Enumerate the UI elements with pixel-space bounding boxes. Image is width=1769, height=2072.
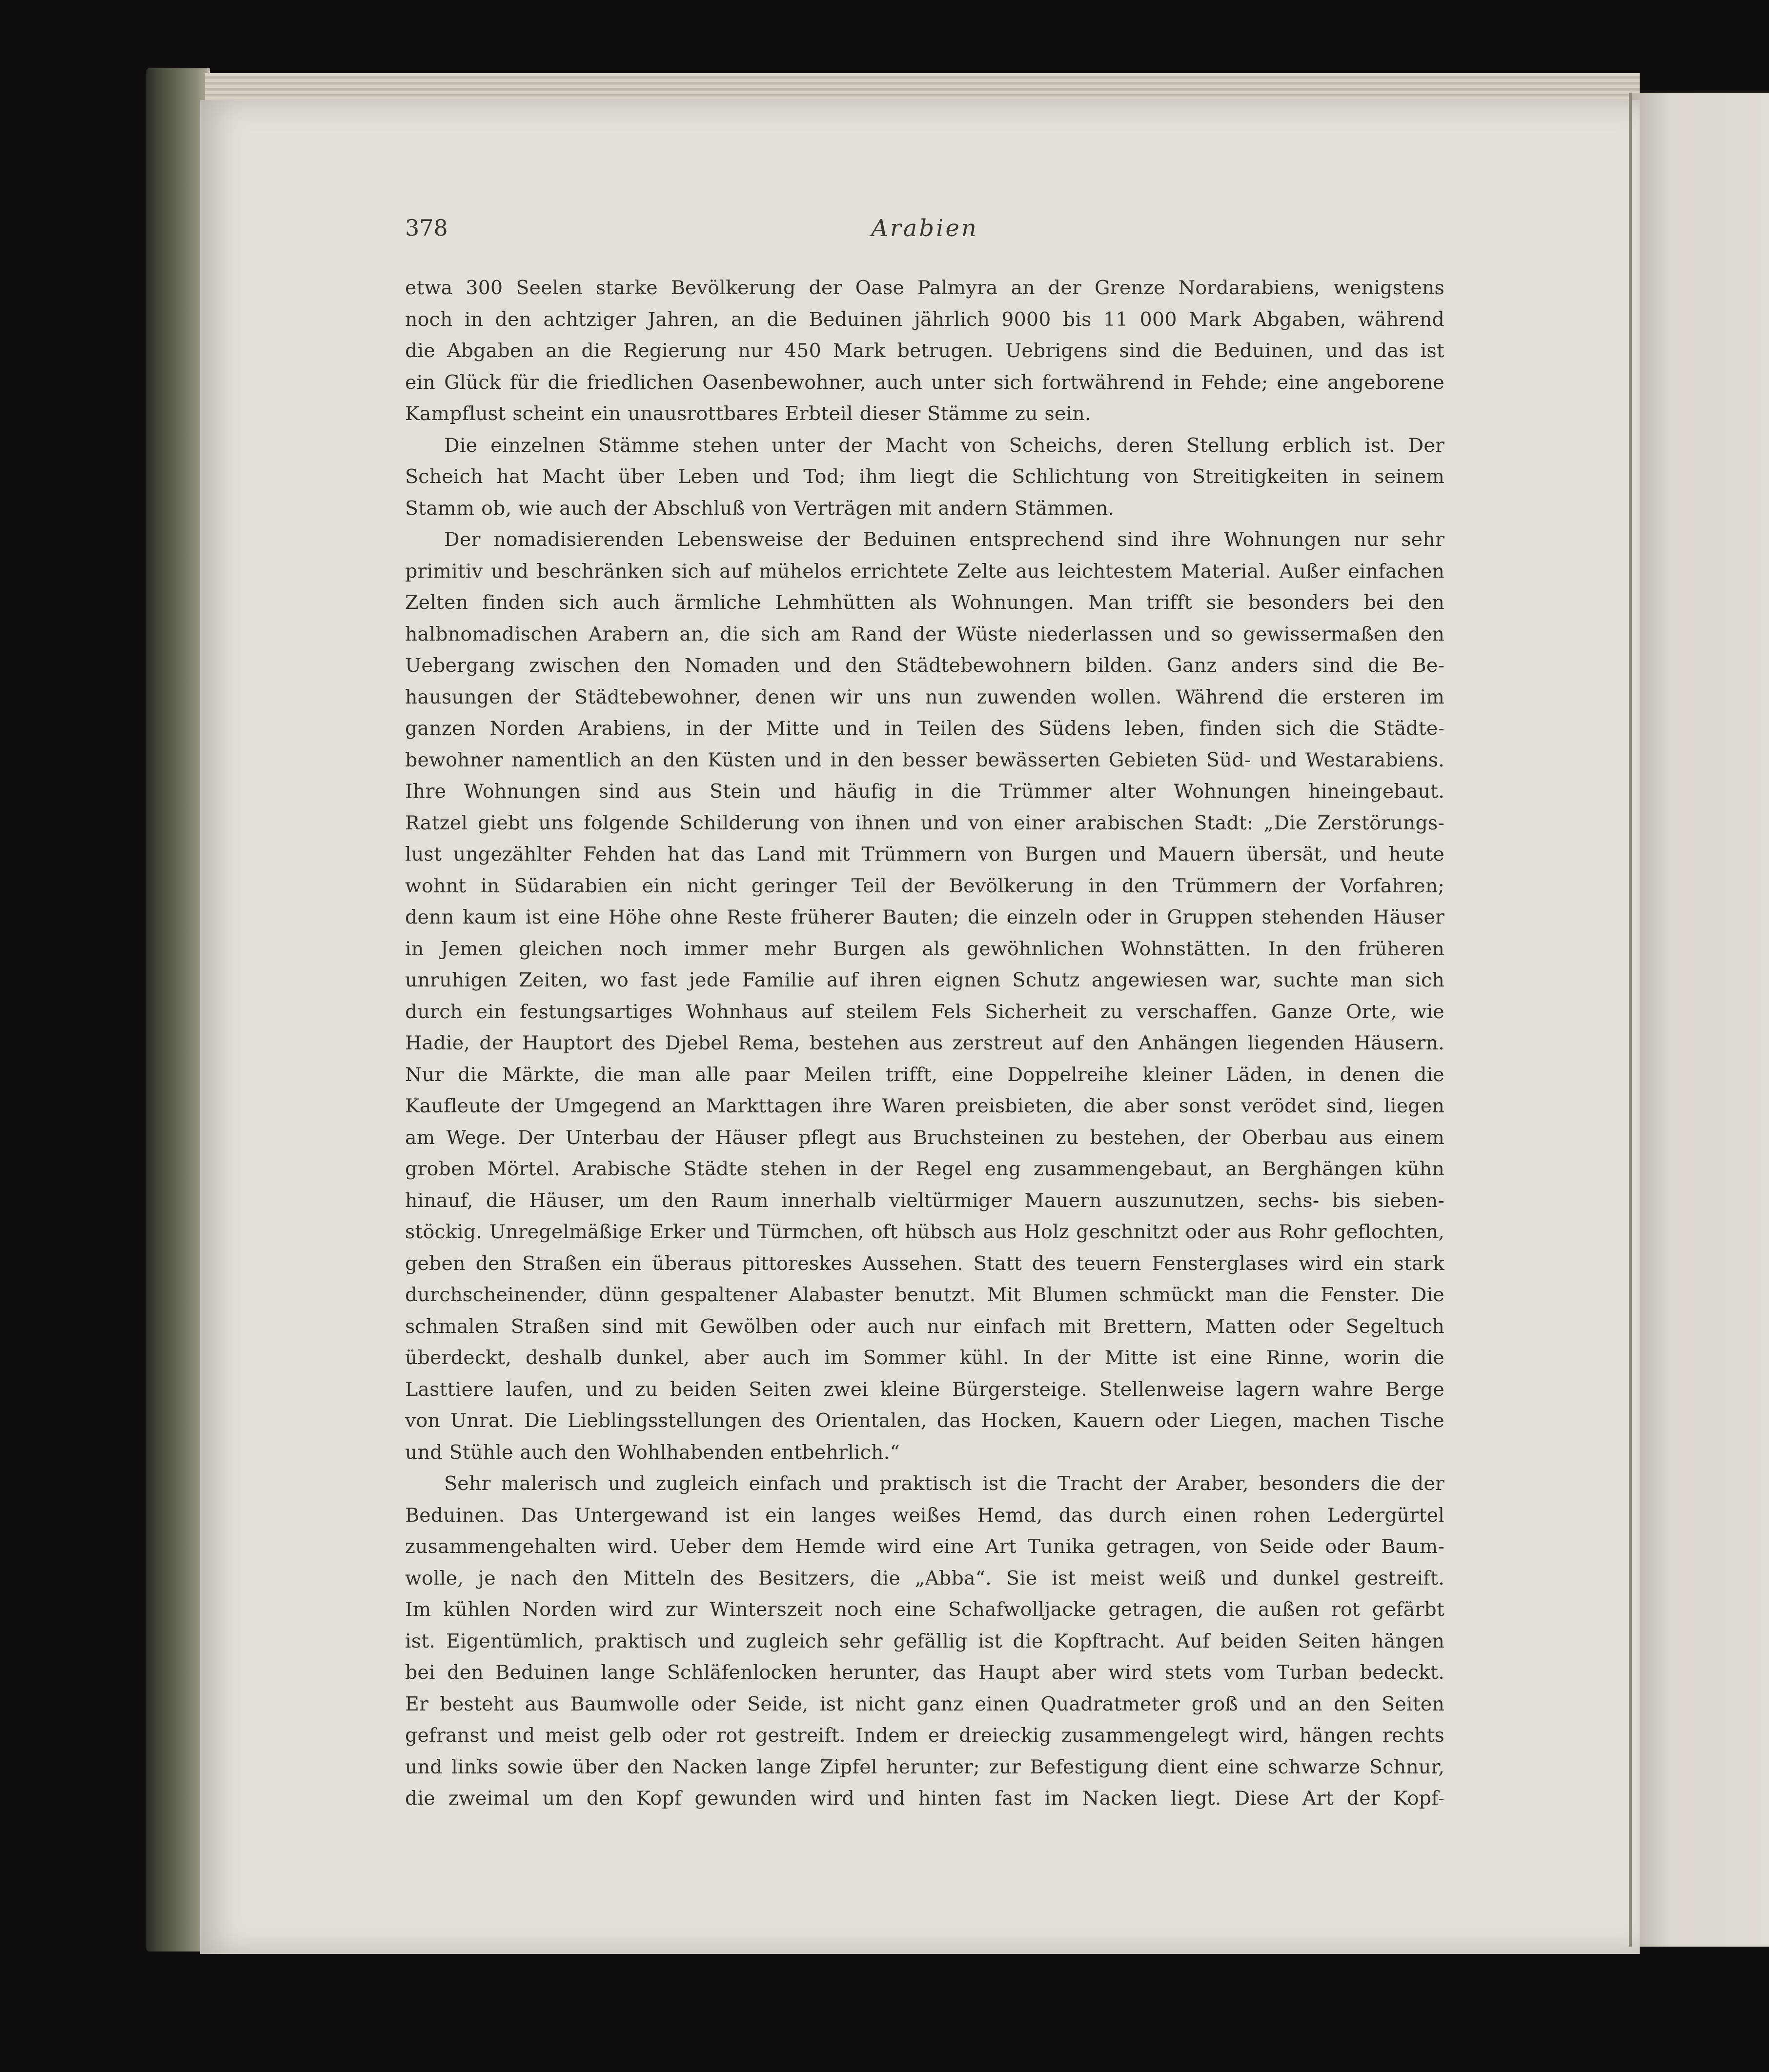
text-line: Der nomadisierenden Lebensweise der Beduinen entsprechend sind ihre Wohnungen nur sehr [444,528,1444,551]
page-header [405,215,1444,249]
running-head: Arabien [871,215,978,242]
text-line: Hadie, der Hauptort des Djebel Rema, bestehen aus zerstreut auf den Anhängen liegenden Häusern. [405,1032,1444,1054]
text-line: durch ein festungsartiges Wohnhaus auf steilem Fels Sicherheit zu verschaffen. Ganze Orte, wie [405,1000,1444,1023]
text-line: ganzen Norden Arabiens, in der Mitte und in Teilen des Südens leben, finden sich die Städte- [405,717,1444,740]
text-line: hinauf, die Häuser, um den Raum innerhalb vieltürmiger Mauern auszunutzen, sechs- bis sieben- [405,1189,1444,1212]
text-line: primitiv und beschränken sich auf mühelos errichtete Zelte aus leichtestem Material. Außer einfachen [405,560,1444,583]
text-line: am Wege. Der Unterbau der Häuser pflegt aus Bruchsteinen zu bestehen, der Oberbau aus einem [405,1126,1444,1149]
text-line: überdeckt, deshalb dunkel, aber auch im Sommer kühl. In der Mitte ist eine Rinne, worin die [405,1347,1444,1369]
text-line: Kampflust scheint ein unausrottbares Erbteil dieser Stämme zu sein. [405,402,1091,425]
text-line: halbnomadischen Arabern an, die sich am Rand der Wüste niederlassen und so gewissermaßen den [405,623,1444,645]
page-gutter [1629,93,1632,1947]
body-text [405,272,1444,1814]
text-line: und links sowie über den Nacken lange Zipfel herunter; zur Befestigung dient eine schwarze Schnur, [405,1755,1444,1778]
text-line: noch in den achtziger Jahren, an die Beduinen jährlich 9000 bis 11 000 Mark Abgaben, während [405,308,1444,331]
text-line: in Jemen gleichen noch immer mehr Burgen als gewöhnlichen Wohnstätten. In den früheren [405,937,1444,960]
text-line: Stamm ob, wie auch der Abschluß von Verträgen mit andern Stämmen. [405,497,1115,520]
text-line: ist. Eigentümlich, praktisch und zugleich sehr gefällig ist die Kopftracht. Auf beiden Seiten hängen [405,1629,1444,1652]
text-line: und Stühle auch den Wohlhabenden entbehrlich.“ [405,1441,900,1464]
text-line: wolle, je nach den Mitteln des Besitzers, die „Abba“. Sie ist meist weiß und dunkel gestreift. [405,1567,1444,1589]
text-line: denn kaum ist eine Höhe ohne Reste früherer Bauten; die einzeln oder in Gruppen stehenden Häuser [405,906,1444,928]
text-line: Scheich hat Macht über Leben und Tod; ihm liegt die Schlichtung von Streitigkeiten in seinem [405,465,1444,488]
text-line: bewohner namentlich an den Küsten und in den besser bewässerten Gebieten Süd- und Westarabiens. [405,748,1444,771]
text-line: von Unrat. Die Lieblingsstellungen des Orientalen, das Hocken, Kauern oder Liegen, machen Tische [405,1409,1444,1432]
text-line: Uebergang zwischen den Nomaden und den Städtebewohnern bilden. Ganz anders sind die Be- [405,654,1444,677]
text-line: stöckig. Unregelmäßige Erker und Türmchen, oft hübsch aus Holz geschnitzt oder aus Rohr geflochten, [405,1221,1444,1243]
text-line: lust ungezählter Fehden hat das Land mit Trümmern von Burgen und Mauern übersät, und heute [405,843,1444,865]
text-line: Lasttiere laufen, und zu beiden Seiten zwei kleine Bürgersteige. Stellenweise lagern wahre Berge [405,1378,1444,1401]
text-line: Beduinen. Das Untergewand ist ein langes weißes Hemd, das durch einen rohen Ledergürtel [405,1504,1444,1527]
text-line: ein Glück für die friedlichen Oasenbewohner, auch unter sich fortwährend in Fehde; eine angeborene [405,371,1444,394]
text-line: Er besteht aus Baumwolle oder Seide, ist nicht ganz einen Quadratmeter groß und an den Seiten [405,1692,1444,1715]
text-line: durchscheinender, dünn gespaltener Alabaster benutzt. Mit Blumen schmückt man die Fenster. Die [405,1284,1444,1306]
text-line: groben Mörtel. Arabische Städte stehen in der Regel eng zusammengebaut, an Berghängen kühn [405,1158,1444,1180]
text-line: etwa 300 Seelen starke Bevölkerung der Oase Palmyra an der Grenze Nordarabiens, wenigstens [405,277,1444,299]
text-line: geben den Straßen ein überaus pittoreskes Aussehen. Statt des teuern Fensterglases wird ein stark [405,1252,1444,1275]
text-line: gefranst und meist gelb oder rot gestreift. Indem er dreieckig zusammengelegt wird, hängen rechts [405,1724,1444,1747]
text-line: Im kühlen Norden wird zur Winterszeit noch eine Schafwolljacke getragen, die außen rot gefärbt [405,1598,1444,1621]
text-line: Nur die Märkte, die man alle paar Meilen trifft, eine Doppelreihe kleiner Läden, in denen die [405,1063,1444,1086]
text-line: Ratzel giebt uns folgende Schilderung von ihnen und von einer arabischen Stadt: „Die Zerstörungs- [405,811,1444,834]
text-line: die zweimal um den Kopf gewunden wird und hinten fast im Nacken liegt. Diese Art der Kopf- [405,1787,1444,1810]
text-line: schmalen Straßen sind mit Gewölben oder auch nur einfach mit Brettern, Matten oder Segeltuch [405,1315,1444,1338]
text-line: bei den Beduinen lange Schläfenlocken herunter, das Haupt aber wird stets vom Turban bedeckt. [405,1661,1444,1684]
text-line: Ihre Wohnungen sind aus Stein und häufig in die Trümmer alter Wohnungen hineingebaut. [405,780,1444,803]
text-line: die Abgaben an die Regierung nur 450 Mark betrugen. Uebrigens sind die Beduinen, und das ist [405,340,1444,362]
text-line: zusammengehalten wird. Ueber dem Hemde wird eine Art Tunika getragen, von Seide oder Baum- [405,1535,1444,1558]
text-line: wohnt in Südarabien ein nicht geringer Teil der Bevölkerung in den Trümmern der Vorfahren; [405,874,1444,897]
text-line: Zelten finden sich auch ärmliche Lehmhütten als Wohnungen. Man trifft sie besonders bei den [405,591,1444,614]
text-line: unruhigen Zeiten, wo fast jede Familie auf ihren eignen Schutz angewiesen war, suchte man sich [405,969,1444,991]
text-line: hausungen der Städtebewohner, denen wir uns nun zuwenden wollen. Während die ersteren im [405,685,1444,708]
text-line: Die einzelnen Stämme stehen unter der Macht von Scheichs, deren Stellung erblich ist. Der [444,434,1444,457]
page-stack-top [205,73,1640,102]
text-line: Sehr malerisch und zugleich einfach und praktisch ist die Tracht der Araber, besonders die der [444,1472,1444,1495]
text-line: Kaufleute der Umgegend an Markttagen ihre Waren preisbieten, die aber sonst verödet sind, liegen [405,1095,1444,1117]
page-number: 378 [405,215,448,241]
facing-page [1630,93,1769,1947]
